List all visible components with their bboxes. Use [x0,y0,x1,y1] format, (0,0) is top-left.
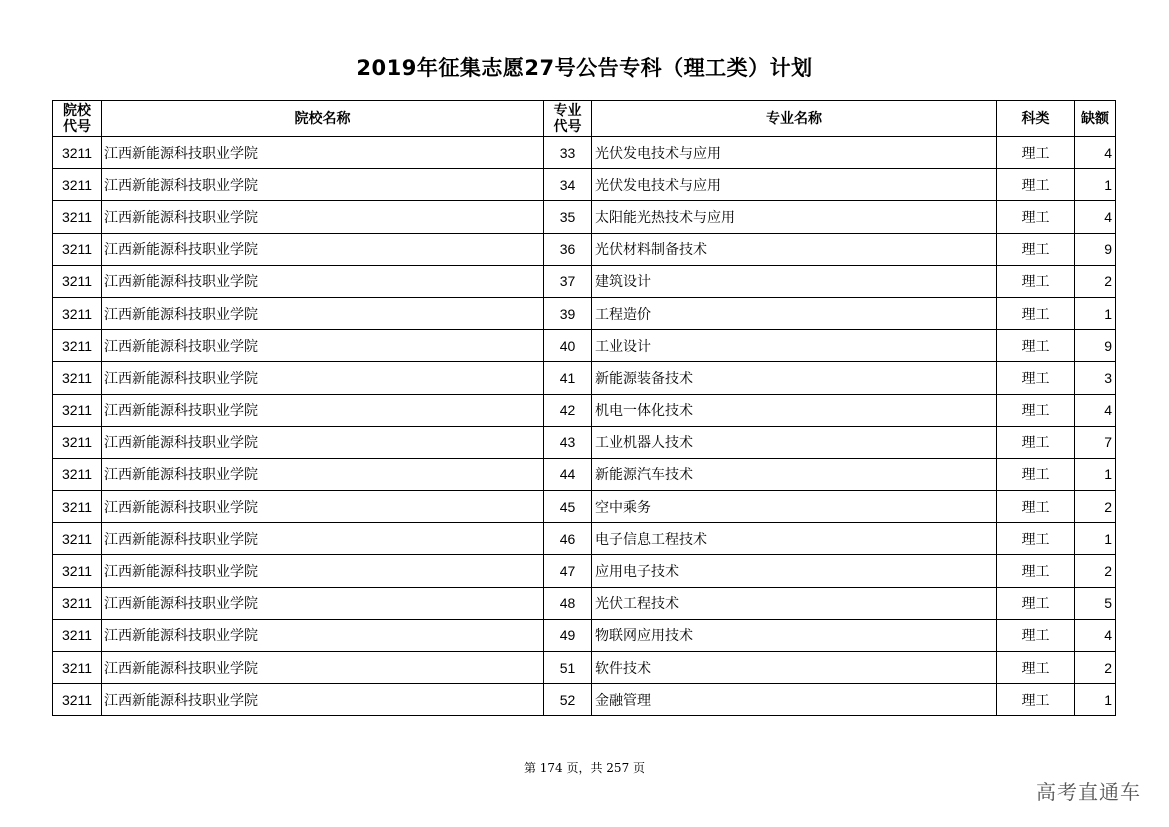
cell-quota: 4 [1075,137,1116,169]
table-row [53,684,1116,716]
cell-major-code: 47 [544,555,592,587]
cell-category: 理工 [997,619,1075,651]
cell-category: 理工 [997,297,1075,329]
cell-major-name: 工业机器人技术 [592,426,997,458]
cell-major-code: 48 [544,587,592,619]
cell-school-code: 3211 [53,201,102,233]
cell-major-name: 物联网应用技术 [592,619,997,651]
cell-school-code: 3211 [53,587,102,619]
cell-school-code: 3211 [53,619,102,651]
cell-school-name: 江西新能源科技职业学院 [102,523,544,555]
cell-category: 理工 [997,169,1075,201]
page-footer: 第 174 页，共 257 页 [523,761,646,775]
cell-category: 理工 [997,394,1075,426]
cell-quota: 4 [1075,201,1116,233]
cell-quota: 4 [1075,619,1116,651]
cell-category: 理工 [997,458,1075,490]
cell-category: 理工 [997,652,1075,684]
cell-school-name: 江西新能源科技职业学院 [102,201,544,233]
cell-quota: 1 [1075,684,1116,716]
cell-quota: 3 [1075,362,1116,394]
watermark: 高考直通车 [1036,780,1141,804]
table-row [53,652,1116,684]
cell-school-code: 3211 [53,137,102,169]
header-major-code: 专业 代号 [544,101,592,137]
cell-school-name: 江西新能源科技职业学院 [102,652,544,684]
cell-major-name: 新能源汽车技术 [592,458,997,490]
cell-category: 理工 [997,265,1075,297]
cell-school-name: 江西新能源科技职业学院 [102,458,544,490]
cell-category: 理工 [997,426,1075,458]
cell-school-name: 江西新能源科技职业学院 [102,137,544,169]
cell-school-name: 江西新能源科技职业学院 [102,265,544,297]
cell-quota: 1 [1075,458,1116,490]
cell-school-code: 3211 [53,426,102,458]
cell-school-code: 3211 [53,684,102,716]
cell-major-code: 41 [544,362,592,394]
table-row [53,233,1116,265]
cell-major-name: 新能源装备技术 [592,362,997,394]
table-row [53,297,1116,329]
table-row [53,330,1116,362]
cell-school-name: 江西新能源科技职业学院 [102,426,544,458]
cell-quota: 9 [1075,233,1116,265]
cell-major-code: 51 [544,652,592,684]
cell-category: 理工 [997,684,1075,716]
cell-major-name: 电子信息工程技术 [592,523,997,555]
table-row [53,458,1116,490]
cell-major-name: 工业设计 [592,330,997,362]
cell-category: 理工 [997,523,1075,555]
cell-school-code: 3211 [53,652,102,684]
cell-category: 理工 [997,362,1075,394]
cell-major-code: 42 [544,394,592,426]
cell-school-name: 江西新能源科技职业学院 [102,491,544,523]
cell-major-name: 光伏工程技术 [592,587,997,619]
cell-school-name: 江西新能源科技职业学院 [102,394,544,426]
cell-major-code: 33 [544,137,592,169]
cell-school-code: 3211 [53,265,102,297]
cell-category: 理工 [997,201,1075,233]
table-row [53,523,1116,555]
cell-quota: 4 [1075,394,1116,426]
cell-school-code: 3211 [53,394,102,426]
header-category: 科类 [997,101,1075,137]
cell-school-code: 3211 [53,330,102,362]
table-row [53,619,1116,651]
table-row [53,555,1116,587]
cell-major-name: 建筑设计 [592,265,997,297]
table-row [53,426,1116,458]
table-row [53,137,1116,169]
cell-quota: 2 [1075,265,1116,297]
cell-major-name: 光伏材料制备技术 [592,233,997,265]
table-row [53,201,1116,233]
cell-major-code: 52 [544,684,592,716]
cell-school-name: 江西新能源科技职业学院 [102,555,544,587]
table-row [53,394,1116,426]
table-header-row [53,101,1116,137]
header-quota: 缺额 [1075,101,1116,137]
cell-quota: 2 [1075,491,1116,523]
cell-major-code: 34 [544,169,592,201]
cell-major-code: 49 [544,619,592,651]
cell-major-code: 37 [544,265,592,297]
cell-quota: 1 [1075,523,1116,555]
cell-quota: 7 [1075,426,1116,458]
cell-major-name: 机电一体化技术 [592,394,997,426]
cell-major-name: 金融管理 [592,684,997,716]
cell-category: 理工 [997,587,1075,619]
cell-school-name: 江西新能源科技职业学院 [102,362,544,394]
cell-category: 理工 [997,491,1075,523]
cell-school-code: 3211 [53,491,102,523]
cell-school-name: 江西新能源科技职业学院 [102,330,544,362]
cell-major-name: 光伏发电技术与应用 [592,169,997,201]
cell-quota: 2 [1075,652,1116,684]
cell-major-code: 35 [544,201,592,233]
table-row [53,265,1116,297]
table-body [53,137,1116,716]
cell-school-code: 3211 [53,458,102,490]
document-title: 2019年征集志愿27号公告专科（理工类）计划 [356,56,813,80]
cell-school-code: 3211 [53,233,102,265]
cell-school-name: 江西新能源科技职业学院 [102,684,544,716]
table-row [53,362,1116,394]
cell-school-code: 3211 [53,169,102,201]
cell-school-name: 江西新能源科技职业学院 [102,619,544,651]
cell-category: 理工 [997,137,1075,169]
cell-major-name: 应用电子技术 [592,555,997,587]
cell-school-name: 江西新能源科技职业学院 [102,233,544,265]
cell-quota: 1 [1075,169,1116,201]
cell-major-name: 太阳能光热技术与应用 [592,201,997,233]
cell-major-code: 40 [544,330,592,362]
cell-school-name: 江西新能源科技职业学院 [102,169,544,201]
cell-school-code: 3211 [53,362,102,394]
cell-school-code: 3211 [53,523,102,555]
enrollment-plan-table [52,100,1116,716]
cell-major-code: 45 [544,491,592,523]
header-school-code: 院校 代号 [53,101,102,137]
table-row [53,587,1116,619]
cell-school-name: 江西新能源科技职业学院 [102,587,544,619]
cell-major-code: 44 [544,458,592,490]
cell-quota: 9 [1075,330,1116,362]
cell-category: 理工 [997,555,1075,587]
header-major-name: 专业名称 [592,101,997,137]
cell-school-code: 3211 [53,297,102,329]
cell-quota: 1 [1075,297,1116,329]
cell-major-code: 46 [544,523,592,555]
table-row [53,169,1116,201]
cell-category: 理工 [997,233,1075,265]
cell-major-name: 空中乘务 [592,491,997,523]
cell-school-code: 3211 [53,555,102,587]
table-row [53,491,1116,523]
cell-major-name: 光伏发电技术与应用 [592,137,997,169]
header-school-name: 院校名称 [102,101,544,137]
cell-major-code: 36 [544,233,592,265]
cell-quota: 2 [1075,555,1116,587]
cell-major-code: 39 [544,297,592,329]
cell-quota: 5 [1075,587,1116,619]
cell-category: 理工 [997,330,1075,362]
cell-major-code: 43 [544,426,592,458]
cell-major-name: 软件技术 [592,652,997,684]
cell-major-name: 工程造价 [592,297,997,329]
cell-school-name: 江西新能源科技职业学院 [102,297,544,329]
